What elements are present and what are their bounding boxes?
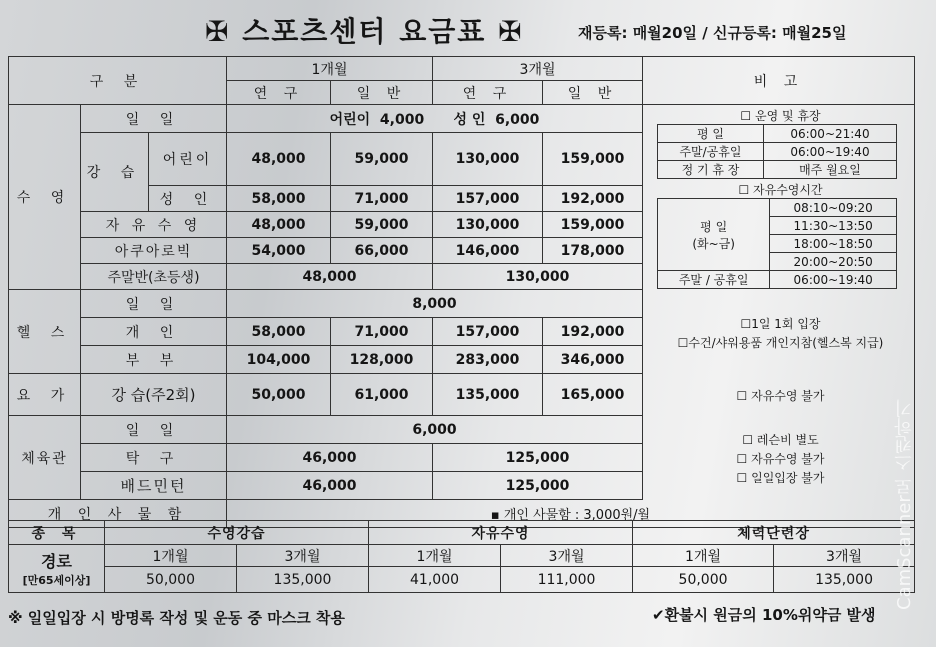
hours-value: 매주 월요일 [763, 161, 896, 179]
price-cell: 46,000 [227, 444, 433, 472]
price-cell: 283,000 [433, 346, 543, 374]
registration-dates: 재등록: 매월20일 / 신규등록: 매월25일 [578, 24, 847, 42]
health-daily-value: 8,000 [227, 290, 643, 318]
senior-price: 50,000 [105, 567, 237, 593]
swim-weekend-label: 주말반(초등생) [81, 264, 227, 290]
swim-lesson-label: 강 습 [81, 133, 149, 212]
free-weekday-sub: (화~금) [692, 236, 735, 251]
hours-value: 06:00~21:40 [763, 125, 896, 143]
health-personal-label: 개 인 [81, 318, 227, 346]
price-cell: 159,000 [543, 212, 643, 238]
gym-note: ☐ 일일입장 불가 [736, 471, 825, 485]
hours-value: 06:00~19:40 [763, 143, 896, 161]
senior-month-label: 3개월 [774, 545, 915, 567]
health-note: ☐1일 1회 입장 [740, 316, 821, 331]
price-cell: 58,000 [227, 318, 331, 346]
price-cell: 157,000 [433, 186, 543, 212]
hours-title: ☐ 운영 및 휴장 [740, 109, 821, 123]
health-note: ☐수건/샤워용품 개인지참(헬스복 지급) [677, 335, 884, 350]
senior-month-label: 3개월 [237, 545, 369, 567]
swim-child-label: 어린이 [149, 133, 227, 186]
gym-tabletennis-label: 탁 구 [81, 444, 227, 472]
category-health: 헬 스 [9, 290, 81, 374]
free-weekday-label-text: 평 일 [700, 219, 728, 234]
col-header-1month: 1개월 [227, 57, 433, 81]
free-time: 20:00~20:50 [770, 253, 897, 271]
price-table [8, 56, 915, 528]
senior-group-fitness: 체력단련장 [633, 521, 915, 545]
free-weekend-label: 주말 / 공휴일 [658, 271, 770, 289]
senior-price: 135,000 [237, 567, 369, 593]
price-cell: 48,000 [227, 133, 331, 186]
yoga-lesson-label: 강 습(주2회) [81, 374, 227, 416]
price-cell: 130,000 [433, 212, 543, 238]
swim-adult-label: 성 인 [149, 186, 227, 212]
col-header-ilban-3: 일 반 [543, 81, 643, 105]
price-cell: 346,000 [543, 346, 643, 374]
col-header-note: 비 고 [643, 57, 915, 105]
scanner-watermark: CamScanner로 스캔하기 [894, 399, 915, 610]
gym-note: ☐ 레슨비 별도 [742, 433, 819, 447]
locker-value: ▪ 개인 사물함 : 3,000원/월 [227, 500, 915, 528]
free-swim-title: ☐ 자유수영시간 [738, 183, 823, 197]
senior-price: 135,000 [774, 567, 915, 593]
price-cell: 157,000 [433, 318, 543, 346]
col-header-ilban-1: 일 반 [331, 81, 433, 105]
gym-badminton-label: 배드민턴 [81, 472, 227, 500]
gym-daily-value: 6,000 [227, 416, 643, 444]
health-couple-label: 부 부 [81, 346, 227, 374]
category-yoga: 요 가 [9, 374, 81, 416]
swim-aqua-label: 아쿠아로빅 [81, 238, 227, 264]
price-cell: 50,000 [227, 374, 331, 416]
senior-table [8, 520, 915, 593]
swim-daily-value: 어린이 4,000 성 인 6,000 [227, 105, 643, 133]
senior-label: 경로 [41, 552, 72, 571]
price-cell: 135,000 [433, 374, 543, 416]
refund-notice: ✔환불시 원금의 10%위약금 발생 [652, 606, 876, 624]
price-cell: 104,000 [227, 346, 331, 374]
gym-daily-label: 일 일 [81, 416, 227, 444]
senior-price: 41,000 [369, 567, 501, 593]
hours-table [657, 124, 897, 179]
senior-month-label: 1개월 [105, 545, 237, 567]
price-cell: 58,000 [227, 186, 331, 212]
price-cell: 146,000 [433, 238, 543, 264]
free-weekday-label [658, 199, 770, 271]
price-cell: 159,000 [543, 133, 643, 186]
price-cell: 48,000 [227, 212, 331, 238]
price-cell: 71,000 [331, 318, 433, 346]
price-cell: 59,000 [331, 212, 433, 238]
price-cell: 48,000 [227, 264, 433, 290]
price-cell: 125,000 [433, 472, 643, 500]
yoga-note [643, 374, 915, 416]
price-cell: 59,000 [331, 133, 433, 186]
senior-price: 111,000 [501, 567, 633, 593]
senior-item-label: 종 목 [9, 521, 105, 545]
swim-free-label: 자 유 수 영 [81, 212, 227, 238]
col-header-category: 구 분 [9, 57, 227, 105]
price-cell: 130,000 [433, 264, 643, 290]
category-swim: 수 영 [9, 105, 81, 290]
price-cell: 125,000 [433, 444, 643, 472]
col-header-yeongu-3: 연 구 [433, 81, 543, 105]
free-weekend-time: 06:00~19:40 [770, 271, 897, 289]
page-title: ✠ 스포츠센터 요금표 ✠ [205, 15, 524, 48]
hours-label: 주말/공휴일 [658, 143, 764, 161]
free-time: 11:30~13:50 [770, 217, 897, 235]
mask-notice: ※ 일일입장 시 방명록 작성 및 운동 중 마스크 착용 [8, 609, 345, 627]
senior-month-label: 1개월 [369, 545, 501, 567]
price-cell: 192,000 [543, 318, 643, 346]
free-swim-table [657, 198, 897, 289]
price-cell: 165,000 [543, 374, 643, 416]
price-cell: 66,000 [331, 238, 433, 264]
price-cell: 128,000 [331, 346, 433, 374]
price-cell: 46,000 [227, 472, 433, 500]
gym-notes [643, 416, 915, 500]
free-time: 08:10~09:20 [770, 199, 897, 217]
free-time: 18:00~18:50 [770, 235, 897, 253]
hours-label: 정 기 휴 장 [658, 161, 764, 179]
price-cell: 178,000 [543, 238, 643, 264]
yoga-note-text: ☐ 자유수영 불가 [736, 389, 825, 403]
price-cell: 130,000 [433, 133, 543, 186]
senior-group-free-swim: 자유수영 [369, 521, 633, 545]
category-gym: 체육관 [9, 416, 81, 500]
hours-label: 평 일 [658, 125, 764, 143]
locker-label: 개 인 사 물 함 [9, 500, 227, 528]
senior-month-label: 1개월 [633, 545, 774, 567]
swim-daily-label: 일 일 [81, 105, 227, 133]
swim-notes [643, 105, 915, 290]
gym-note: ☐ 자유수영 불가 [736, 452, 825, 466]
price-cell: 54,000 [227, 238, 331, 264]
col-header-3month: 3개월 [433, 57, 643, 81]
price-cell: 61,000 [331, 374, 433, 416]
senior-label-cell [9, 545, 105, 593]
health-notes [643, 290, 915, 374]
senior-price: 50,000 [633, 567, 774, 593]
senior-month-label: 3개월 [501, 545, 633, 567]
price-cell: 192,000 [543, 186, 643, 212]
health-daily-label: 일 일 [81, 290, 227, 318]
senior-sublabel: [만65세이상] [22, 574, 91, 587]
col-header-yeongu-1: 연 구 [227, 81, 331, 105]
senior-group-swim-lesson: 수영강습 [105, 521, 369, 545]
price-cell: 71,000 [331, 186, 433, 212]
